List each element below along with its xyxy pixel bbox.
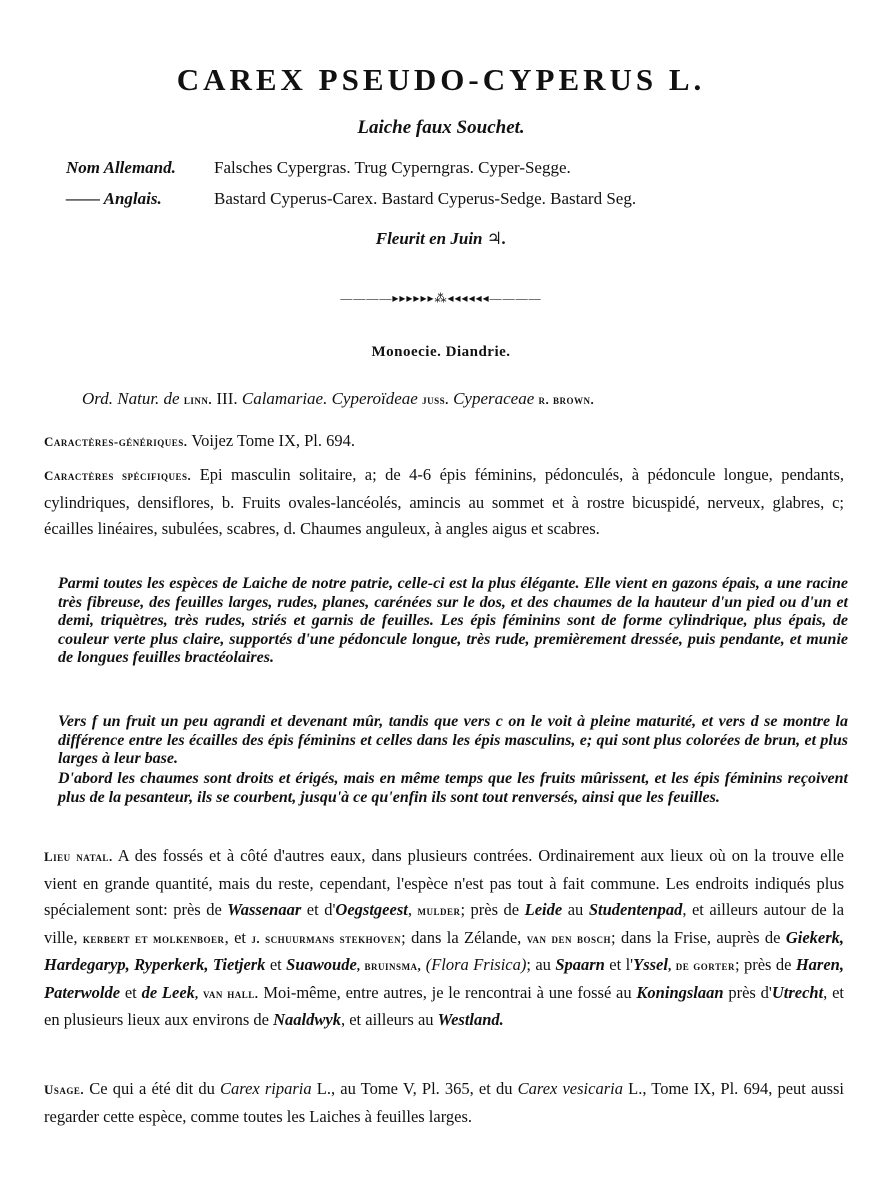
- observation-paragraph: Vers f un fruit un peu agrandi et devenant mûr, tandis que vers c on le voit à pleine maturité, et vers d se montre la différence entre les écailles des épis féminins et celles dans les épis masculins, e; qui sont plus colorées de brun, et plus larges à leur base.: [58, 713, 848, 768]
- specific-label: Caractères spécifiques.: [44, 468, 192, 483]
- author-name: kerbert et molkenboer: [82, 930, 225, 946]
- habitat-text: et: [124, 982, 137, 1002]
- generic-label: Caractères-génériques.: [44, 434, 188, 449]
- usage-label: Usage.: [44, 1082, 85, 1097]
- natural-order-line: [82, 389, 594, 409]
- cyperaceae: Cyperaceae: [453, 389, 535, 408]
- author-linn: linn.: [183, 392, 213, 407]
- place-name: Haren, Paterwolde: [44, 955, 844, 1002]
- name-german-value: Falsches Cypergras. Trug Cyperngras. Cyper-Segge.: [214, 158, 571, 177]
- usage-section: [44, 1076, 844, 1130]
- generic-text: Voijez Tome IX, Pl. 694.: [191, 431, 356, 450]
- habitat-text: , et ailleurs autour de la ville,: [44, 900, 845, 947]
- place-name: de Leek: [141, 982, 195, 1002]
- name-english-value: Bastard Cyperus-Carex. Bastard Cyperus-Sedge. Bastard Seg.: [214, 189, 637, 208]
- usage-text: L., au Tome V, Pl. 365, et du: [316, 1079, 513, 1098]
- usage-text: L., Tome IX, Pl. 694, peut aussi regarder cette espèce, comme toutes les Laiches à feuilles larges.: [44, 1079, 845, 1126]
- author-name: , van hall.: [194, 985, 259, 1001]
- species-name: Carex riparia: [220, 1079, 312, 1098]
- place-name: Westland.: [437, 1010, 504, 1029]
- author-name: , de gorter: [667, 958, 735, 973]
- habitat-text: A des fossés et à côté d'autres eaux, dans plusieurs contrées. Ordinairement aux lieux où on la trouve elle vient en grande quantité, mais du reste, cependant, l'espèce n'est pas tout à fait commune. Les endroits indiqués plus spécialement sont: près de: [44, 846, 844, 919]
- reference-title: (Flora Frisica): [425, 955, 527, 974]
- habitat-text: ; dans la Zélande,: [401, 927, 522, 947]
- page-title: CAREX PSEUDO-CYPERUS L.: [176, 62, 706, 97]
- place-name: Studentenpad: [588, 900, 683, 919]
- order-prefix: Ord. Natur. de: [82, 389, 180, 408]
- order-number: III.: [216, 389, 238, 408]
- habitat-text: et: [269, 955, 282, 974]
- author-juss: juss.: [422, 392, 449, 407]
- habitat-text: près d': [728, 982, 772, 1002]
- name-german: [66, 158, 571, 178]
- habitat-text: , et en plusieurs lieux aux environs de: [44, 982, 844, 1029]
- habitat-section: Lieu natal. A des fossés et à côté d'autres eaux, dans plusieurs contrées. Ordinairement aux lieux où on la trouve elle vient en grande quantité, mais du reste, cependant, l'espèce n'est pas tout à fait commune. Les endroits indiqués plus spécialement sont: près de Wassenaar et d'Oegstgeest, mulder; près de Leide au Studentenpad, et ailleurs autour de la ville, kerbert et molkenboer, et j. schuurmans stekhoven; dans la Zélande, van den bosch; dans la Frise, auprès de Giekerk, Hardegaryp, Ryperkerk, Tietjerk et Suawoude, bruinsma, (Flora Frisica); au Spaarn et l'Yssel, de gorter; près de Haren, Paterwolde et de Leek, van hall. Moi-même, entre autres, je le rencontrai à une fossé au Koningslaan près d'Utrecht, et en plusieurs lieux aux environs de Naaldwyk, et ailleurs au Westland.: [44, 846, 845, 1029]
- place-name: Leide: [524, 900, 563, 919]
- author-name: mulder: [417, 903, 461, 918]
- ornament-divider: ————▸▸▸▸▸▸⁂◂◂◂◂◂◂————: [340, 291, 542, 305]
- author-name: , bruinsma,: [356, 958, 422, 973]
- habitat-text: ; près de: [734, 955, 792, 974]
- author-name: j. schuurmans stekhoven: [251, 930, 402, 946]
- habitat-text: au: [567, 900, 584, 919]
- place-name: Utrecht: [771, 982, 824, 1002]
- specific-text: Epi masculin solitaire, a; de 4-6 épis féminins, pédonculés, à pédoncule longue, pendants, cylindriques, densiflores, b. Fruits ovales-lancéolés, amincis au sommet et à rostre bicuspidé, nerveux, glabres, c; écailles linéaires, subulées, scabres, d. Chaumes anguleux, à angles aigus et scabres.: [44, 465, 845, 538]
- habitat-text: , et: [224, 927, 246, 947]
- place-name: Spaarn: [555, 955, 605, 974]
- habitat-text: ; dans la Frise, auprès de: [611, 927, 781, 947]
- cyperoideae: Cyperoïdeae: [331, 389, 418, 408]
- usage-text: Ce qui a été dit du: [89, 1079, 215, 1098]
- author-brown: r. brown.: [538, 392, 595, 407]
- species-name: Carex vesicaria: [517, 1079, 623, 1098]
- name-english-label: —— Anglais.: [66, 189, 162, 208]
- observation-paragraph: D'abord les chaumes sont droits et érigés, mais en même temps que les fruits mûrissent, et les épis féminins reçoivent plus de la pesanteur, ils se courbent, jusqu'à ce qu'enfin ils sont tout renversés, ainsi que les feuilles.: [58, 770, 848, 806]
- observation-paragraph: Parmi toutes les espèces de Laiche de notre patrie, celle-ci est la plus élégante. Elle vient en gazons épais, a une racine très fibreuse, des feuilles larges, rudes, planes, carénées sur le dos, et des chaumes de la hauteur d'un pied ou d'un et demi, triquètres, très rudes, striés et garnis de feuilles. Les épis féminins sont de forme cylindrique, plus épais, de couleur verte plus claire, supportés d'une pédoncule longue, très rude, premièrement dressée, puis pendante, et munie de longues feuilles bractéolaires.: [58, 575, 848, 667]
- habitat-label: Lieu natal.: [44, 849, 113, 864]
- calamariae: Calamariae.: [241, 389, 328, 408]
- flowering-time: Fleurit en Juin ♃.: [375, 229, 507, 248]
- classification-heading: Monoecie. Diandrie.: [371, 344, 511, 360]
- name-german-label: Nom Allemand.: [66, 158, 176, 177]
- place-name: Wassenaar: [227, 900, 302, 919]
- generic-characters: [44, 428, 844, 456]
- habitat-text: ; près de: [460, 900, 520, 919]
- habitat-text: Moi-même, entre autres, je le rencontrai à une fossé au: [263, 982, 632, 1002]
- specific-characters: [44, 462, 844, 543]
- habitat-text: et d': [306, 900, 336, 919]
- place-name: Koningslaan: [636, 982, 724, 1002]
- habitat-text: et l': [609, 955, 634, 974]
- place-name: Yssel: [633, 955, 668, 974]
- french-name: Laiche faux Souchet.: [357, 117, 525, 138]
- place-name: Oegstgeest: [335, 900, 408, 919]
- place-name: Naaldwyk: [273, 1010, 341, 1029]
- name-english: [66, 189, 636, 209]
- habitat-text: , et ailleurs au: [340, 1010, 434, 1029]
- place-name: Giekerk, Hardegaryp, Ryperkerk, Tietjerk: [44, 927, 845, 974]
- author-name: van den bosch: [526, 930, 612, 946]
- place-name: Suawoude: [286, 955, 357, 974]
- habitat-text: ; au: [526, 955, 551, 974]
